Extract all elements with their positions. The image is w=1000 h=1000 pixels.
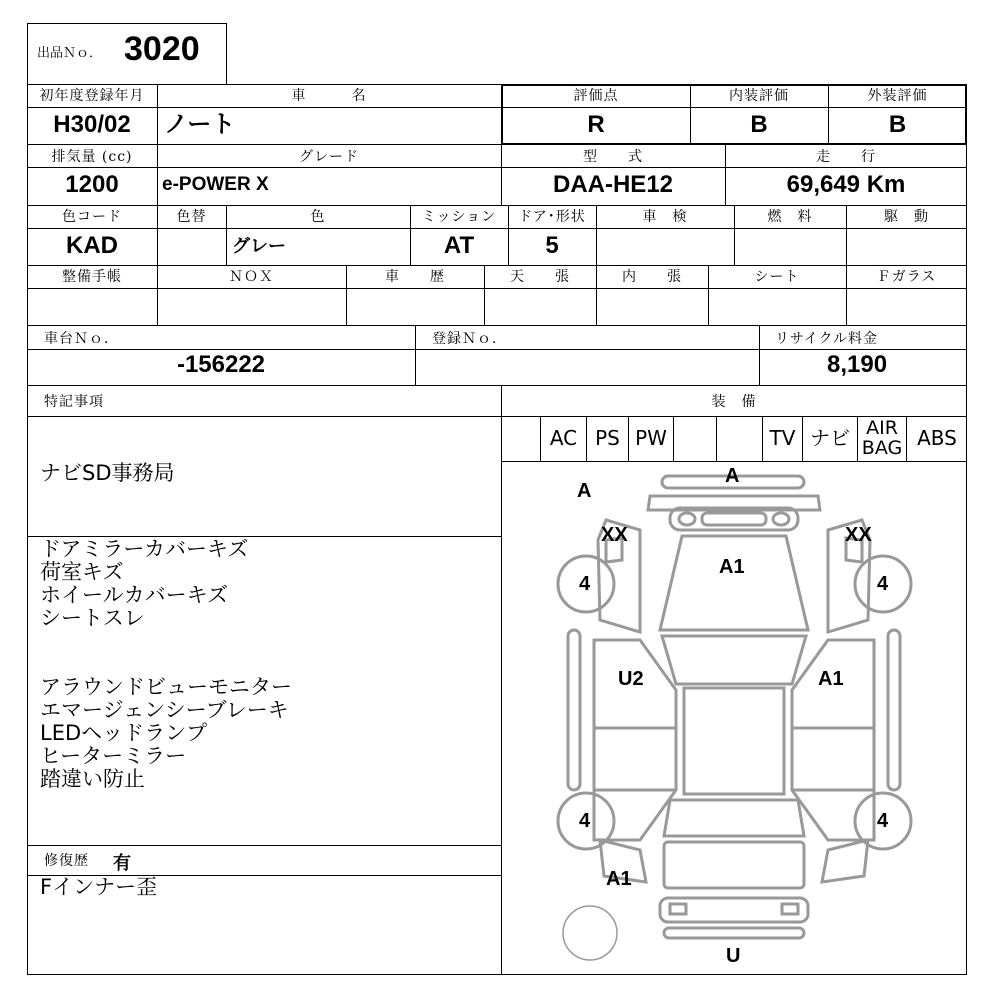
exterior-header: 外装評価 bbox=[867, 88, 928, 104]
rear-window-shape bbox=[664, 800, 804, 836]
fuel-header: 燃 料 bbox=[767, 209, 813, 225]
exterior-value: B bbox=[888, 111, 907, 138]
first-reg-header: 初年度登録年月 bbox=[39, 88, 145, 104]
rear-bumper-shape bbox=[660, 898, 808, 922]
first-reg-value: H30/02 bbox=[53, 111, 131, 138]
regno-header: 登録Ｎｏ． bbox=[432, 331, 507, 347]
equip-airbag: AIR BAG bbox=[861, 417, 903, 459]
equip-tv: TV bbox=[769, 426, 796, 450]
damage-right-front-tire: 4 bbox=[877, 573, 889, 595]
note-block2-2: 荷室キズ bbox=[40, 560, 124, 584]
history-header: 車 歴 bbox=[385, 269, 445, 285]
damage-front-bumper: A bbox=[725, 465, 740, 487]
windshield-shape bbox=[662, 636, 806, 684]
equip-ps: PS bbox=[595, 426, 620, 450]
note-block2-4: シートスレ bbox=[40, 606, 145, 630]
note-block3-1: アラウンドビューモニター bbox=[40, 675, 292, 699]
score-value: R bbox=[587, 111, 605, 138]
repair-value: 有 bbox=[113, 853, 131, 874]
car-diagram bbox=[502, 462, 966, 974]
equipment-header: 装 備 bbox=[711, 394, 757, 410]
note-block2-3: ホイールカバーキズ bbox=[40, 583, 229, 607]
color-value: グレー bbox=[232, 236, 286, 256]
lot-label: 出品Ｎｏ． bbox=[37, 46, 103, 61]
note-block2-1: ドアミラーカバーキズ bbox=[40, 537, 249, 561]
car-name-header: 車 名 bbox=[291, 88, 367, 104]
note-block3-5: 踏違い防止 bbox=[40, 767, 145, 791]
repair-note: Fインナー歪 bbox=[40, 875, 158, 899]
inspection-header: 車 検 bbox=[642, 209, 688, 225]
displacement-header: 排気量 (cc) bbox=[51, 149, 133, 165]
equip-navi: ナビ bbox=[810, 426, 850, 450]
recycle-value: 8,190 bbox=[827, 351, 888, 378]
note-block3-2: エマージェンシーブレーキ bbox=[40, 698, 289, 722]
inner-header: 内 張 bbox=[622, 269, 682, 285]
mission-value: AT bbox=[443, 232, 475, 259]
damage-hood: A1 bbox=[719, 556, 745, 578]
damage-right-rear-tire: 4 bbox=[877, 810, 889, 832]
model-value: DAA-HE12 bbox=[552, 171, 674, 198]
chassis-value: -156222 bbox=[176, 351, 266, 378]
mission-header: ミッション bbox=[421, 209, 497, 225]
damage-left-mirror: XX bbox=[601, 524, 628, 546]
color-code-value: KAD bbox=[66, 232, 118, 259]
model-header: 型 式 bbox=[583, 149, 643, 165]
spare-tire-shape bbox=[563, 906, 617, 960]
right-sill-shape bbox=[888, 630, 900, 790]
displacement-value: 1200 bbox=[65, 171, 119, 198]
seat-header: シート bbox=[754, 269, 800, 285]
lot-number: 3020 bbox=[124, 30, 200, 68]
nox-header: ＮＯＸ bbox=[229, 269, 274, 285]
mileage-header: 走 行 bbox=[816, 149, 876, 165]
roof-header: 天 張 bbox=[510, 269, 570, 285]
door-header: ドア･形状 bbox=[518, 209, 586, 225]
damage-right-mirror: XX bbox=[845, 524, 872, 546]
door-value: 5 bbox=[545, 232, 559, 259]
note-block3-3: LEDヘッドランプ bbox=[40, 721, 208, 745]
score-header: 評価点 bbox=[573, 88, 619, 104]
damage-left-side: U2 bbox=[618, 668, 644, 690]
tailgate-shape bbox=[664, 842, 804, 888]
damage-left-rear-tire: 4 bbox=[579, 810, 591, 832]
interior-value: B bbox=[750, 111, 768, 138]
equip-pw: PW bbox=[635, 426, 667, 450]
color-header: 色 bbox=[310, 209, 326, 225]
car-name-value: ノート bbox=[164, 111, 236, 138]
grade-header: グレード bbox=[299, 149, 359, 165]
notes-header: 特記事項 bbox=[44, 394, 104, 410]
drive-header: 駆 動 bbox=[884, 209, 929, 225]
right-rear-quarter-shape bbox=[822, 840, 868, 882]
chassis-header: 車台Ｎｏ． bbox=[44, 331, 119, 347]
damage-left-front-tire: 4 bbox=[579, 573, 591, 595]
grade-value: e-POWER X bbox=[162, 174, 269, 195]
fglass-header: Ｆガラス bbox=[876, 269, 937, 285]
damage-rear-left: A1 bbox=[606, 868, 632, 890]
note-line1: ナビSD事務局 bbox=[40, 461, 175, 485]
lot-box bbox=[27, 23, 227, 85]
interior-header: 内装評価 bbox=[729, 88, 789, 104]
recycle-header: リサイクル料金 bbox=[775, 331, 879, 347]
hood-shape bbox=[660, 536, 808, 630]
rear-lower-bumper-shape bbox=[664, 928, 804, 938]
maintenance-header: 整備手帳 bbox=[62, 269, 122, 285]
equip-abs: ABS bbox=[917, 426, 957, 450]
roof-shape bbox=[684, 688, 784, 794]
repaint-header: 色替 bbox=[176, 209, 207, 225]
damage-right-side: A1 bbox=[818, 668, 844, 690]
damage-front-left-corner: A bbox=[577, 480, 592, 502]
repair-label: 修復歴 bbox=[44, 853, 89, 869]
mileage-value: 69,649 Km bbox=[786, 171, 906, 198]
left-sill-shape bbox=[568, 630, 580, 790]
color-code-header: 色コード bbox=[62, 209, 122, 225]
equip-ac: AC bbox=[549, 426, 578, 450]
note-block3-4: ヒーターミラー bbox=[40, 744, 187, 768]
damage-rear-bumper: U bbox=[726, 945, 741, 967]
